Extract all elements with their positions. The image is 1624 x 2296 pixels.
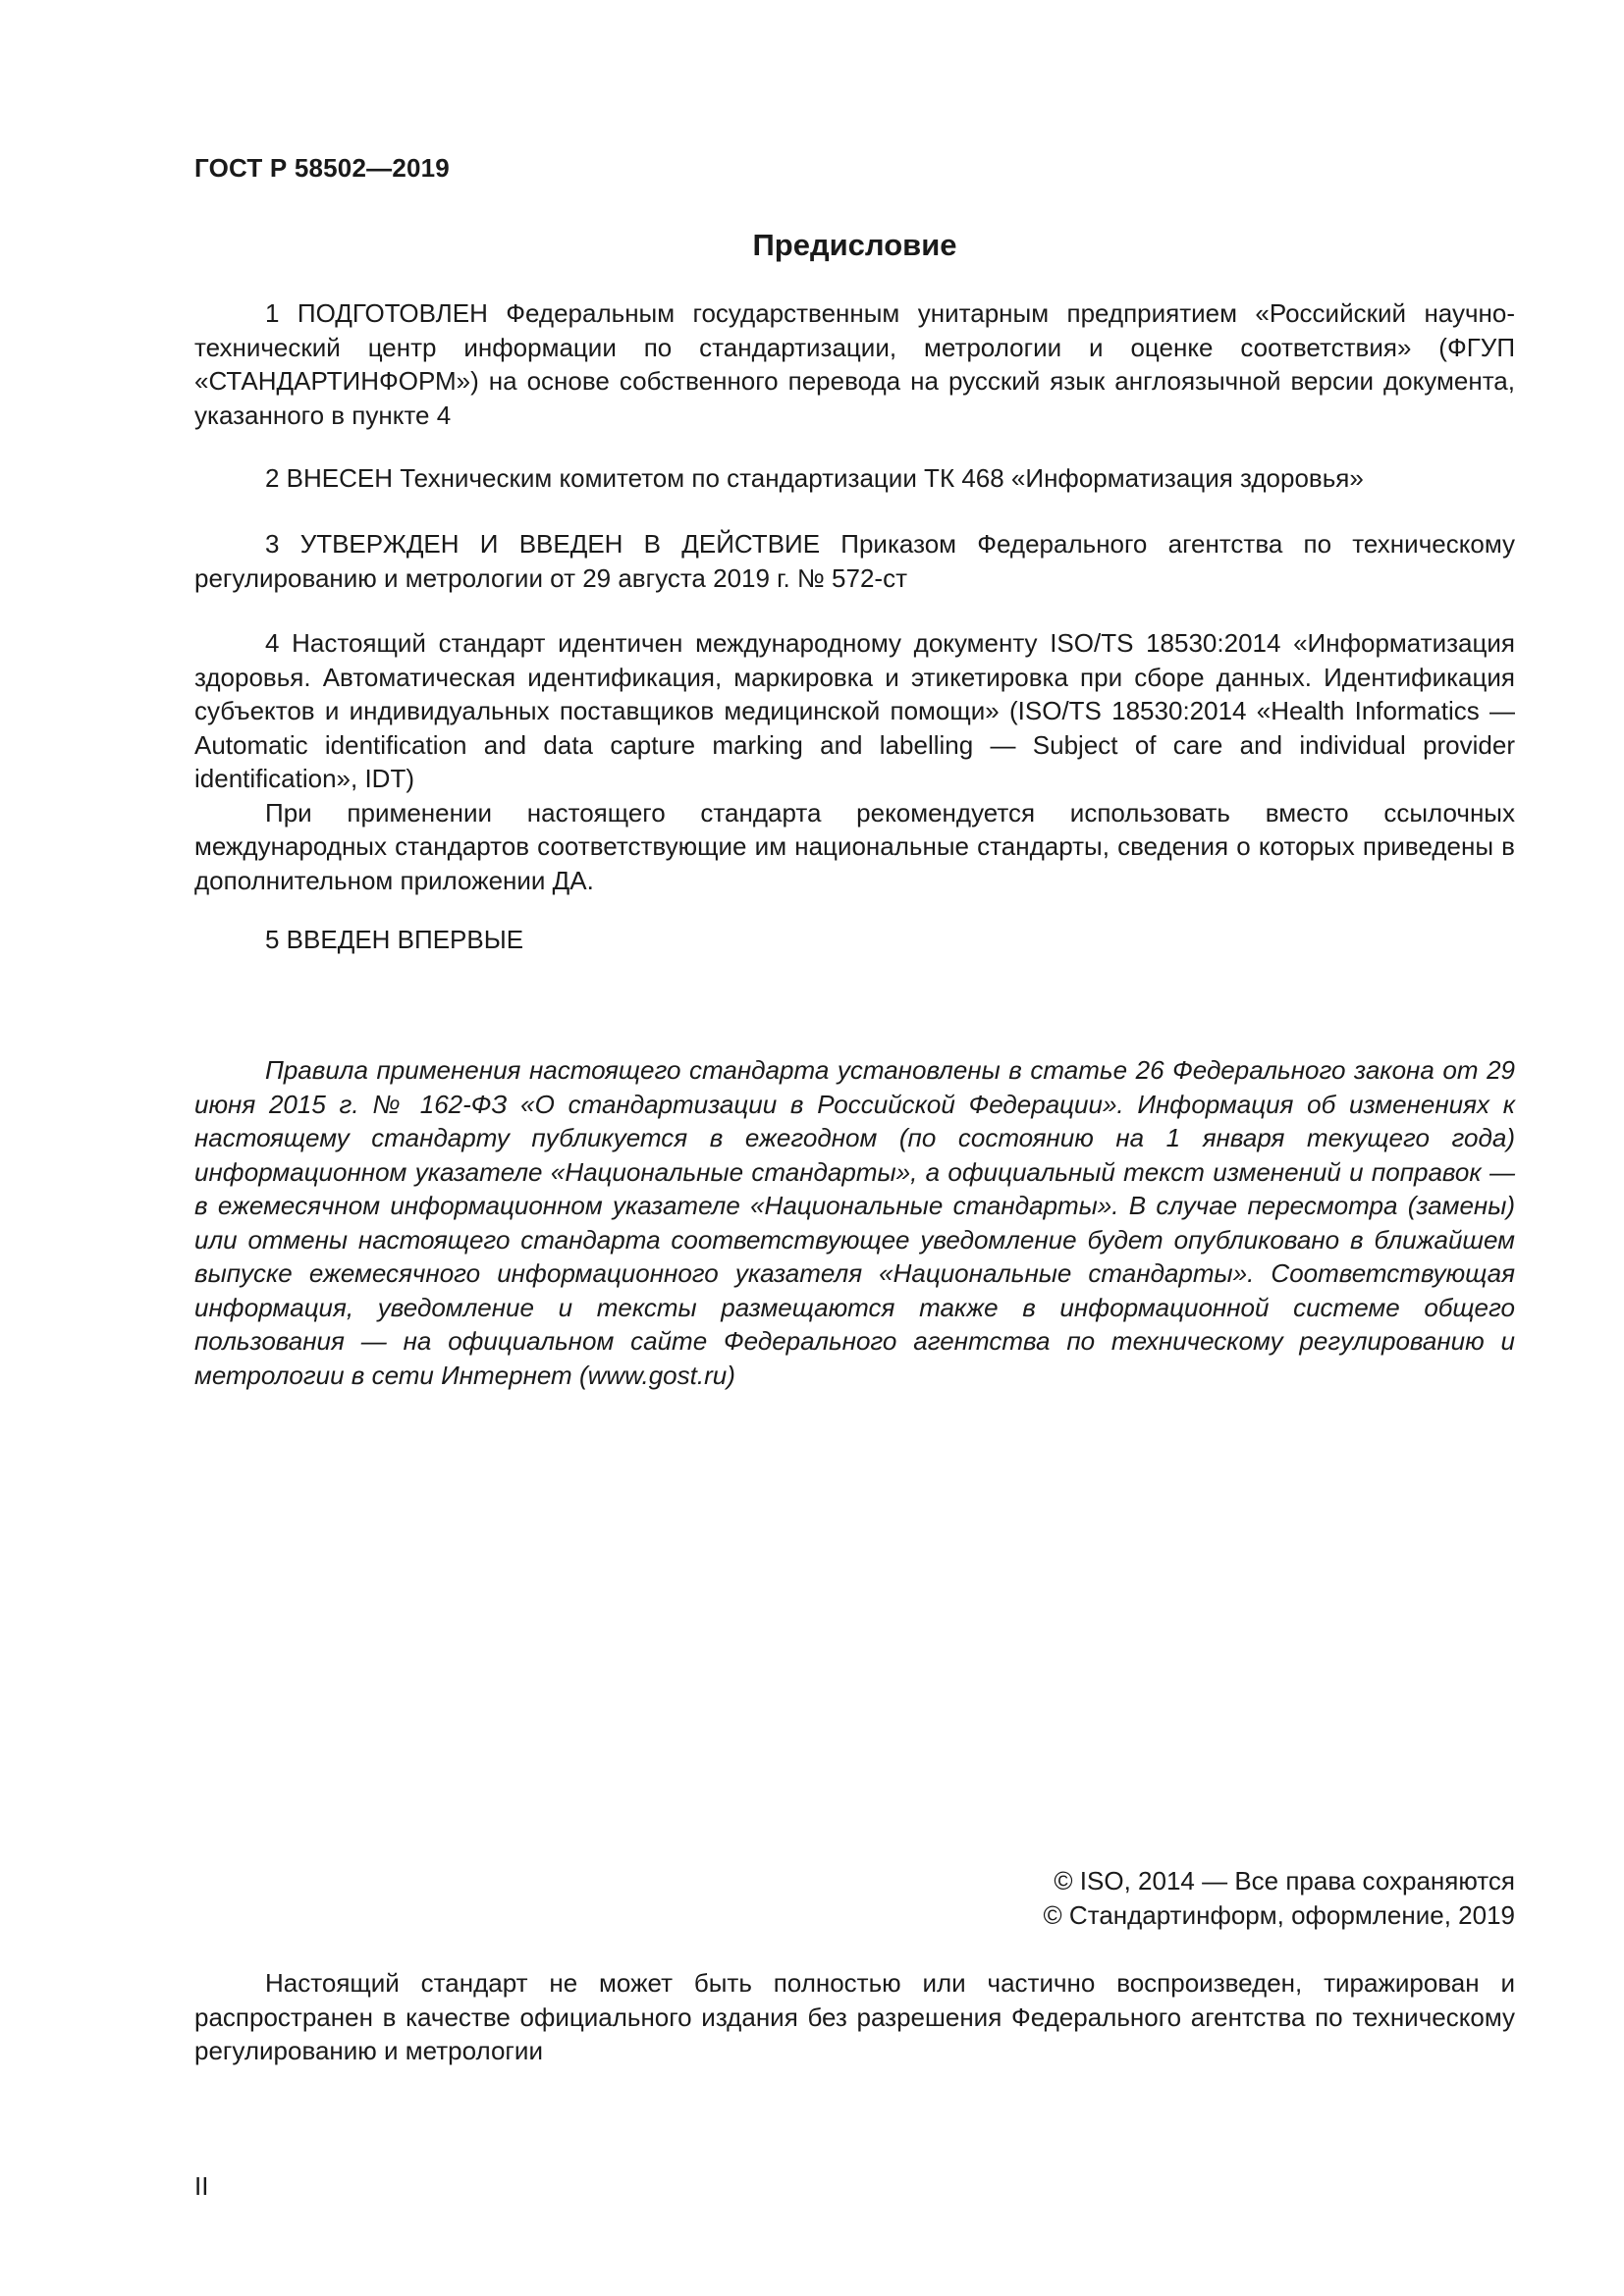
reproduction-note (194, 1966, 1515, 2068)
foreword-item-4-note: При применении настоящего стандарта рекомендуется использовать вместо ссылочных международных стандартов соответствующие им национальные стандарты, сведения о которых приведены в дополнительном приложении ДА. (194, 797, 1515, 895)
foreword-item-2-text: 2 ВНЕСЕН Техническим комитетом по стандартизации ТК 468 «Информатизация здоровья» (265, 463, 1364, 493)
copyright-block (1044, 1864, 1515, 1933)
copyright-standartinform: © Стандартинформ, оформление, 2019 (1043, 1900, 1515, 1930)
reproduction-note-text: Настоящий стандарт не может быть полностью или частично воспроизведен, тиражирован и распространен в качестве официального издания без разрешения Федерального агентства по техническому регулированию и метрологии (194, 1968, 1515, 2065)
foreword-item-2 (194, 461, 1515, 496)
document-id: ГОСТ Р 58502—2019 (194, 153, 450, 183)
page-title: Предисловие (752, 228, 957, 262)
foreword-item-1 (194, 296, 1515, 432)
page-number: II (194, 2171, 209, 2201)
foreword-item-5 (194, 923, 1515, 957)
foreword-item-1-text: 1 ПОДГОТОВЛЕН Федеральным государственным унитарным предприятием «Российский научно-технический центр информации по стандартизации, метрологии и оценке соответствия» (ФГУП «СТАНДАРТИНФОРМ») на основе собственного перевода на русский язык англоязычной версии документа, указанного в пункте 4 (194, 298, 1515, 430)
foreword-item-3 (194, 527, 1515, 595)
document-page (194, 0, 1515, 2296)
foreword-item-4-text: 4 Настоящий стандарт идентичен международному документу ISO/TS 18530:2014 «Информатизация здоровья. Автоматическая идентификация, маркировка и этикетировка при сборе данных. Идентификация субъектов и индивидуальных поставщиков медицинской помощи» (ISO/TS 18530:2014 «Health Informatics — Automatic identification and data capture marking and labelling — Subject of care and individual provider identification», IDT) (194, 628, 1515, 793)
copyright-iso: © ISO, 2014 — Все права сохраняются (1054, 1866, 1515, 1896)
foreword-item-4 (194, 626, 1515, 897)
foreword-item-5-text: 5 ВВЕДЕН ВПЕРВЫЕ (265, 925, 524, 954)
rules-note (194, 1053, 1515, 1392)
rules-note-text: Правила применения настоящего стандарта установлены в статье 26 Федерального закона от 29 июня 2015 г. № 162-ФЗ «О стандартизации в Российской Федерации». Информация об изменениях к настоящему стандарту публикуется в ежегодном (по состоянию на 1 января текущего года) информационном указателе «Национальные стандарты», а официальный текст изменений и поправок — в ежемесячном информационном указателе «Национальные стандарты». В случае пересмотра (замены) или отмены настоящего стандарта соответствующее уведомление будет опубликовано в ближайшем выпуске ежемесячного информационного указателя «Национальные стандарты». Соответствующая информация, уведомление и тексты размещаются также в информационной системе общего пользования — на официальном сайте Федерального агентства по техническому регулированию и метрологии в сети Интернет (www.gost.ru) (194, 1055, 1515, 1390)
foreword-item-3-text: 3 УТВЕРЖДЕН И ВВЕДЕН В ДЕЙСТВИЕ Приказом Федерального агентства по техническому регулированию и метрологии от 29 августа 2019 г. № 572-ст (194, 529, 1515, 593)
